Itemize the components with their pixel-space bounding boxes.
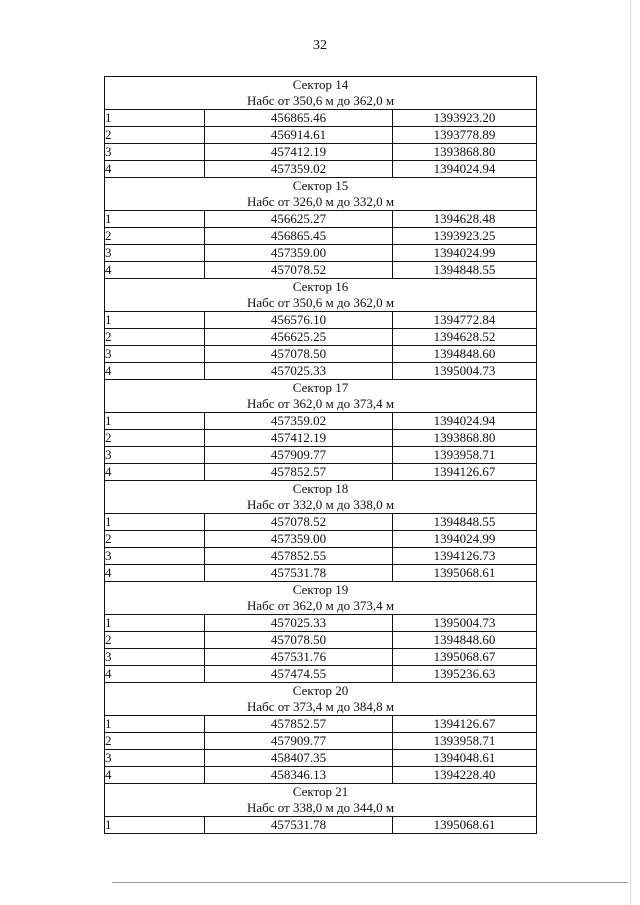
point-number: 4 — [105, 464, 205, 481]
sector-title: Сектор 14 — [292, 77, 349, 92]
sector-title: Сектор 17 — [292, 380, 349, 395]
table-row — [105, 464, 537, 481]
table-row — [105, 817, 537, 834]
point-number: 2 — [105, 430, 205, 447]
y-coordinate: 1395004.73 — [393, 363, 537, 380]
sector-header — [105, 784, 537, 817]
y-coordinate: 1394628.48 — [393, 211, 537, 228]
sector-title: Сектор 19 — [292, 582, 349, 597]
table-row — [105, 363, 537, 380]
point-number: 4 — [105, 666, 205, 683]
y-coordinate: 1394228.40 — [393, 767, 537, 784]
y-coordinate: 1395004.73 — [393, 615, 537, 632]
sector-header-row — [105, 683, 537, 716]
y-coordinate: 1394024.99 — [393, 531, 537, 548]
table-row — [105, 531, 537, 548]
table-row — [105, 346, 537, 363]
y-coordinate: 1394024.99 — [393, 245, 537, 262]
sector-title: Сектор 20 — [292, 683, 349, 698]
point-number: 2 — [105, 632, 205, 649]
table-row — [105, 666, 537, 683]
point-number: 1 — [105, 110, 205, 127]
sector-title: Сектор 15 — [292, 178, 349, 193]
sector-header — [105, 380, 537, 413]
x-coordinate: 457852.55 — [205, 548, 393, 565]
y-coordinate: 1394848.55 — [393, 514, 537, 531]
sector-height-range: Набс от 326,0 м до 332,0 м — [246, 194, 395, 209]
table-row — [105, 329, 537, 346]
sector-header-row — [105, 784, 537, 817]
point-number: 1 — [105, 413, 205, 430]
x-coordinate: 457078.50 — [205, 632, 393, 649]
y-coordinate: 1394628.52 — [393, 329, 537, 346]
sector-height-range: Набс от 350,6 м до 362,0 м — [246, 295, 395, 310]
x-coordinate: 457078.52 — [205, 262, 393, 279]
y-coordinate: 1394848.55 — [393, 262, 537, 279]
sector-header-row — [105, 481, 537, 514]
point-number: 3 — [105, 750, 205, 767]
point-number: 1 — [105, 211, 205, 228]
table-row — [105, 767, 537, 784]
y-coordinate: 1393923.25 — [393, 228, 537, 245]
point-number: 1 — [105, 312, 205, 329]
x-coordinate: 457359.02 — [205, 413, 393, 430]
point-number: 4 — [105, 161, 205, 178]
table-row — [105, 615, 537, 632]
table-row — [105, 733, 537, 750]
y-coordinate: 1394848.60 — [393, 632, 537, 649]
point-number: 4 — [105, 363, 205, 380]
x-coordinate: 457359.02 — [205, 161, 393, 178]
point-number: 1 — [105, 514, 205, 531]
y-coordinate: 1394126.73 — [393, 548, 537, 565]
sector-header — [105, 582, 537, 615]
point-number: 3 — [105, 447, 205, 464]
table-row — [105, 548, 537, 565]
y-coordinate: 1394126.67 — [393, 464, 537, 481]
sector-height-range: Набс от 332,0 м до 338,0 м — [246, 497, 395, 512]
y-coordinate: 1394024.94 — [393, 161, 537, 178]
table-body — [105, 77, 537, 834]
point-number: 2 — [105, 127, 205, 144]
y-coordinate: 1393868.80 — [393, 144, 537, 161]
point-number: 3 — [105, 245, 205, 262]
table-row — [105, 565, 537, 582]
x-coordinate: 457078.52 — [205, 514, 393, 531]
point-number: 1 — [105, 716, 205, 733]
table-row — [105, 750, 537, 767]
table-row — [105, 228, 537, 245]
table-row — [105, 716, 537, 733]
x-coordinate: 457359.00 — [205, 245, 393, 262]
sector-title: Сектор 18 — [292, 481, 349, 496]
table-row — [105, 211, 537, 228]
table-row — [105, 430, 537, 447]
y-coordinate: 1393923.20 — [393, 110, 537, 127]
sector-header — [105, 77, 537, 110]
y-coordinate: 1395068.61 — [393, 565, 537, 582]
point-number: 2 — [105, 531, 205, 548]
x-coordinate: 457852.57 — [205, 464, 393, 481]
scan-right-edge — [630, 0, 631, 905]
y-coordinate: 1394772.84 — [393, 312, 537, 329]
x-coordinate: 457412.19 — [205, 144, 393, 161]
sector-header-row — [105, 279, 537, 312]
sector-height-range: Набс от 350,6 м до 362,0 м — [246, 93, 395, 108]
point-number: 1 — [105, 817, 205, 834]
x-coordinate: 456625.27 — [205, 211, 393, 228]
y-coordinate: 1394048.61 — [393, 750, 537, 767]
x-coordinate: 456625.25 — [205, 329, 393, 346]
x-coordinate: 457359.00 — [205, 531, 393, 548]
table-row — [105, 514, 537, 531]
x-coordinate: 458407.35 — [205, 750, 393, 767]
table-row — [105, 413, 537, 430]
sector-height-range: Набс от 373,4 м до 384,8 м — [246, 699, 395, 714]
table-row — [105, 161, 537, 178]
y-coordinate: 1395068.61 — [393, 817, 537, 834]
sector-header-row — [105, 582, 537, 615]
point-number: 3 — [105, 144, 205, 161]
point-number: 4 — [105, 767, 205, 784]
point-number: 3 — [105, 649, 205, 666]
table-row — [105, 649, 537, 666]
x-coordinate: 456576.10 — [205, 312, 393, 329]
table-row — [105, 632, 537, 649]
x-coordinate: 457474.55 — [205, 666, 393, 683]
point-number: 2 — [105, 733, 205, 750]
sector-header — [105, 279, 537, 312]
x-coordinate: 457078.50 — [205, 346, 393, 363]
x-coordinate: 456914.61 — [205, 127, 393, 144]
x-coordinate: 457412.19 — [205, 430, 393, 447]
y-coordinate: 1393778.89 — [393, 127, 537, 144]
y-coordinate: 1394024.94 — [393, 413, 537, 430]
x-coordinate: 457025.33 — [205, 363, 393, 380]
table-row — [105, 245, 537, 262]
point-number: 1 — [105, 615, 205, 632]
y-coordinate: 1394848.60 — [393, 346, 537, 363]
x-coordinate: 456865.45 — [205, 228, 393, 245]
sector-header-row — [105, 178, 537, 211]
x-coordinate: 458346.13 — [205, 767, 393, 784]
sector-height-range: Набс от 338,0 м до 344,0 м — [246, 800, 395, 815]
y-coordinate: 1395236.63 — [393, 666, 537, 683]
table-row — [105, 110, 537, 127]
sector-header-row — [105, 77, 537, 110]
sector-coordinates-table — [104, 76, 537, 834]
y-coordinate: 1393868.80 — [393, 430, 537, 447]
sector-header — [105, 481, 537, 514]
y-coordinate: 1393958.71 — [393, 733, 537, 750]
table-row — [105, 312, 537, 329]
sector-height-range: Набс от 362,0 м до 373,4 м — [246, 598, 395, 613]
sector-title: Сектор 16 — [292, 279, 349, 294]
x-coordinate: 457531.76 — [205, 649, 393, 666]
point-number: 4 — [105, 565, 205, 582]
point-number: 2 — [105, 329, 205, 346]
point-number: 3 — [105, 548, 205, 565]
x-coordinate: 457852.57 — [205, 716, 393, 733]
sector-header-row — [105, 380, 537, 413]
table-row — [105, 447, 537, 464]
sector-header — [105, 178, 537, 211]
y-coordinate: 1393958.71 — [393, 447, 537, 464]
x-coordinate: 457909.77 — [205, 733, 393, 750]
x-coordinate: 457531.78 — [205, 565, 393, 582]
y-coordinate: 1395068.67 — [393, 649, 537, 666]
sector-height-range: Набс от 362,0 м до 373,4 м — [246, 396, 395, 411]
point-number: 4 — [105, 262, 205, 279]
sector-title: Сектор 21 — [292, 784, 349, 799]
table-row — [105, 144, 537, 161]
page-number: 32 — [313, 38, 327, 53]
sector-header — [105, 683, 537, 716]
x-coordinate: 457531.78 — [205, 817, 393, 834]
x-coordinate: 457909.77 — [205, 447, 393, 464]
table-row — [105, 262, 537, 279]
scan-bottom-line — [112, 882, 628, 883]
table-row — [105, 127, 537, 144]
x-coordinate: 456865.46 — [205, 110, 393, 127]
y-coordinate: 1394126.67 — [393, 716, 537, 733]
x-coordinate: 457025.33 — [205, 615, 393, 632]
point-number: 3 — [105, 346, 205, 363]
point-number: 2 — [105, 228, 205, 245]
